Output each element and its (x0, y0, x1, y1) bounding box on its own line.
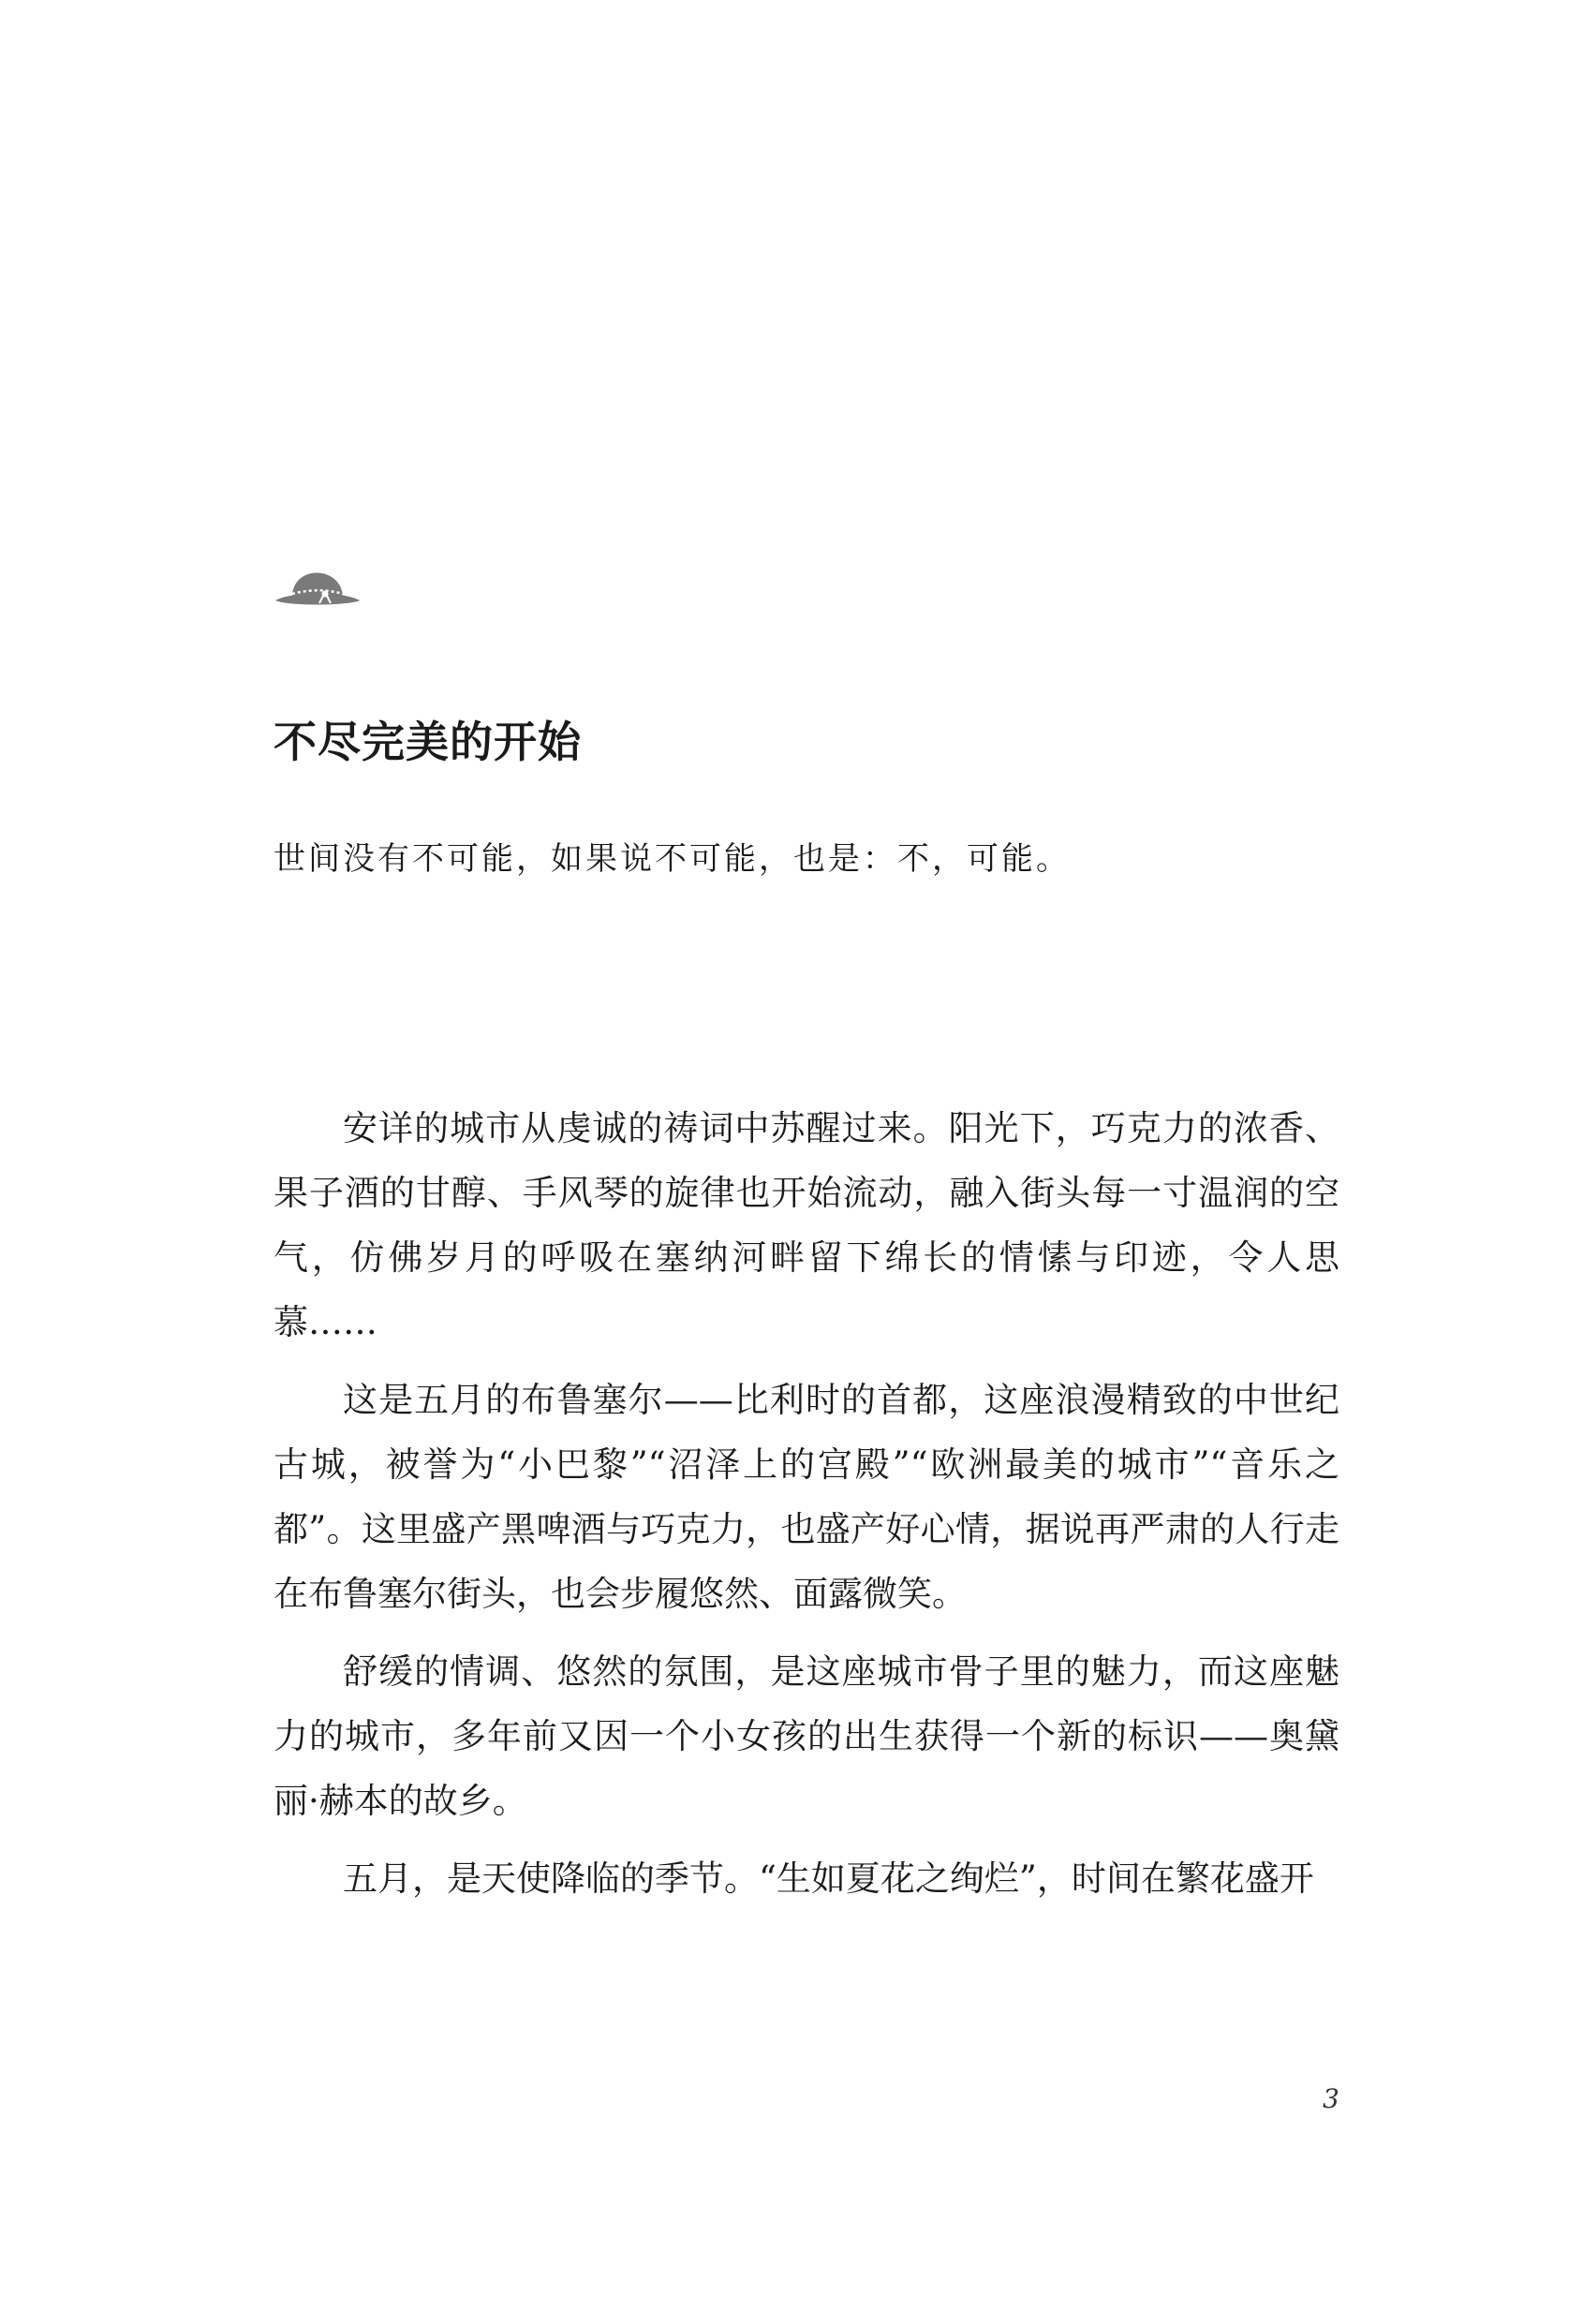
chapter-epigraph: 世间没有不可能，如果说不可能，也是：不，可能。 (274, 840, 1071, 878)
hat-icon (274, 559, 362, 608)
paragraph: 这是五月的布鲁塞尔——比利时的首都，这座浪漫精致的中世纪古城，被誉为“小巴黎”“沼泽上的宫殿”“欧洲最美的城市”“音乐之都”。这里盛产黑啤酒与巧克力，也盛产好心情，据说再严肃的人行走在布鲁塞尔街头，也会步履悠然、面露微笑。 (274, 1380, 1339, 1614)
paragraph: 安详的城市从虔诚的祷词中苏醒过来。阳光下，巧克力的浓香、果子酒的甘醇、手风琴的旋律也开始流动，融入街头每一寸温润的空气，仿佛岁月的呼吸在塞纳河畔留下绵长的情愫与印迹，令人思慕…… (274, 1108, 1339, 1342)
paragraph: 五月，是天使降临的季节。“生如夏花之绚烂”，时间在繁花盛开 (343, 1858, 1314, 1899)
paragraph: 舒缓的情调、悠然的氛围，是这座城市骨子里的魅力，而这座魅力的城市，多年前又因一个小女孩的出生获得一个新的标识——奥黛丽·赫本的故乡。 (274, 1651, 1339, 1821)
body-text (274, 1096, 1339, 1924)
chapter-title: 不尽完美的开始 (274, 717, 582, 767)
page-number: 3 (1323, 2083, 1339, 2114)
